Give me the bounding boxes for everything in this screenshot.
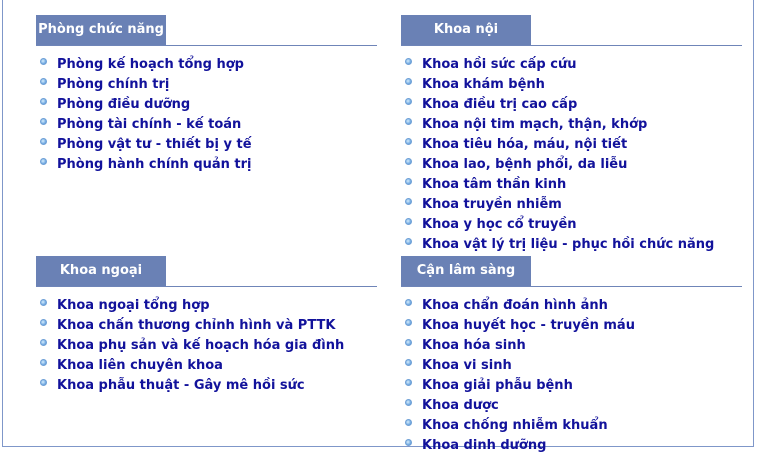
bullet-dot-icon <box>40 339 47 346</box>
list-item[interactable] <box>36 354 344 374</box>
bullet-dot-icon <box>40 359 47 366</box>
item-link[interactable]: Khoa vật lý trị liệu - phục hồi chức năng <box>422 237 715 252</box>
bullet-dot-icon <box>40 98 47 105</box>
section-title: Khoa ngoại <box>36 256 166 286</box>
bullet-dot-icon <box>40 158 47 165</box>
list-item[interactable] <box>36 113 252 133</box>
section-header-bar <box>36 15 377 46</box>
item-link[interactable]: Khoa nội tim mạch, thận, khớp <box>422 117 648 132</box>
item-link[interactable]: Khoa giải phẫu bệnh <box>422 378 573 393</box>
bullet-dot-icon <box>405 118 412 125</box>
list-item[interactable] <box>36 93 252 113</box>
departments-panel <box>2 0 754 453</box>
bullet-dot-icon <box>405 419 412 426</box>
list-item[interactable] <box>36 314 344 334</box>
bullet-dot-icon <box>405 319 412 326</box>
list-item[interactable] <box>401 414 635 434</box>
bullet-dot-icon <box>405 399 412 406</box>
section-header-bar <box>36 256 377 287</box>
item-link[interactable]: Khoa dược <box>422 398 499 413</box>
bullet-dot-icon <box>40 78 47 85</box>
item-link[interactable]: Phòng kế hoạch tổng hợp <box>57 57 244 72</box>
section-header-bar <box>401 256 742 287</box>
list-item[interactable] <box>36 294 344 314</box>
item-link[interactable]: Khoa liên chuyên khoa <box>57 358 223 373</box>
bullet-dot-icon <box>405 78 412 85</box>
item-link[interactable]: Khoa phụ sản và kế hoạch hóa gia đình <box>57 338 345 353</box>
section-list <box>401 294 635 454</box>
item-link[interactable]: Phòng chính trị <box>57 77 170 92</box>
list-item[interactable] <box>401 233 714 253</box>
item-link[interactable]: Khoa khám bệnh <box>422 77 545 92</box>
item-link[interactable]: Khoa tâm thần kinh <box>422 177 567 192</box>
bullet-dot-icon <box>405 218 412 225</box>
item-link[interactable]: Phòng hành chính quản trị <box>57 157 252 172</box>
section-title: Phòng chức năng <box>36 15 166 45</box>
bullet-dot-icon <box>40 379 47 386</box>
list-item[interactable] <box>401 394 635 414</box>
list-item[interactable] <box>401 73 714 93</box>
bullet-dot-icon <box>40 319 47 326</box>
list-item[interactable] <box>401 213 714 233</box>
item-link[interactable]: Khoa dinh dưỡng <box>422 438 547 453</box>
section-title: Cận lâm sàng <box>401 256 531 286</box>
list-item[interactable] <box>36 53 252 73</box>
list-item[interactable] <box>401 193 714 213</box>
item-link[interactable]: Phòng tài chính - kế toán <box>57 117 242 132</box>
bullet-dot-icon <box>405 58 412 65</box>
item-link[interactable]: Khoa tiêu hóa, máu, nội tiết <box>422 137 628 152</box>
list-item[interactable] <box>401 173 714 193</box>
bullet-dot-icon <box>405 238 412 245</box>
item-link[interactable]: Khoa chấn thương chỉnh hình và PTTK <box>57 318 336 333</box>
item-link[interactable]: Khoa ngoại tổng hợp <box>57 298 210 313</box>
list-item[interactable] <box>36 374 344 394</box>
item-link[interactable]: Khoa phẫu thuật - Gây mê hồi sức <box>57 378 305 393</box>
list-item[interactable] <box>401 434 635 454</box>
item-link[interactable]: Khoa vi sinh <box>422 358 512 373</box>
bullet-dot-icon <box>40 118 47 125</box>
list-item[interactable] <box>36 73 252 93</box>
item-link[interactable]: Khoa hóa sinh <box>422 338 526 353</box>
list-item[interactable] <box>401 133 714 153</box>
section-list <box>401 53 714 253</box>
bullet-dot-icon <box>405 198 412 205</box>
list-item[interactable] <box>401 113 714 133</box>
bullet-dot-icon <box>405 138 412 145</box>
item-link[interactable]: Khoa truyền nhiễm <box>422 197 562 212</box>
list-item[interactable] <box>36 133 252 153</box>
bullet-dot-icon <box>405 158 412 165</box>
bullet-dot-icon <box>405 439 412 446</box>
list-item[interactable] <box>401 294 635 314</box>
section-list <box>36 53 252 173</box>
item-link[interactable]: Phòng điều dưỡng <box>57 97 191 112</box>
item-link[interactable]: Khoa lao, bệnh phổi, da liễu <box>422 157 628 172</box>
bullet-dot-icon <box>40 299 47 306</box>
item-link[interactable]: Phòng vật tư - thiết bị y tế <box>57 137 252 152</box>
bullet-dot-icon <box>405 98 412 105</box>
bullet-dot-icon <box>405 299 412 306</box>
list-item[interactable] <box>401 93 714 113</box>
list-item[interactable] <box>401 374 635 394</box>
section-title: Khoa nội <box>401 15 531 45</box>
bullet-dot-icon <box>405 359 412 366</box>
list-item[interactable] <box>401 354 635 374</box>
bullet-dot-icon <box>40 138 47 145</box>
list-item[interactable] <box>401 53 714 73</box>
list-item[interactable] <box>36 334 344 354</box>
bullet-dot-icon <box>405 178 412 185</box>
bullet-dot-icon <box>40 58 47 65</box>
item-link[interactable]: Khoa chống nhiễm khuẩn <box>422 418 608 433</box>
section-khoa-noi <box>401 15 742 252</box>
section-khoa-ngoai <box>36 256 377 393</box>
section-can-lam-sang <box>401 256 742 453</box>
section-phong-chuc-nang <box>36 15 377 172</box>
list-item[interactable] <box>36 153 252 173</box>
item-link[interactable]: Khoa y học cổ truyền <box>422 217 577 232</box>
section-header-bar <box>401 15 742 46</box>
list-item[interactable] <box>401 314 635 334</box>
list-item[interactable] <box>401 153 714 173</box>
item-link[interactable]: Khoa hồi sức cấp cứu <box>422 57 577 72</box>
item-link[interactable]: Khoa huyết học - truyền máu <box>422 318 635 333</box>
item-link[interactable]: Khoa chẩn đoán hình ảnh <box>422 298 608 313</box>
item-link[interactable]: Khoa điều trị cao cấp <box>422 97 578 112</box>
bullet-dot-icon <box>405 379 412 386</box>
list-item[interactable] <box>401 334 635 354</box>
bullet-dot-icon <box>405 339 412 346</box>
section-list <box>36 294 344 394</box>
